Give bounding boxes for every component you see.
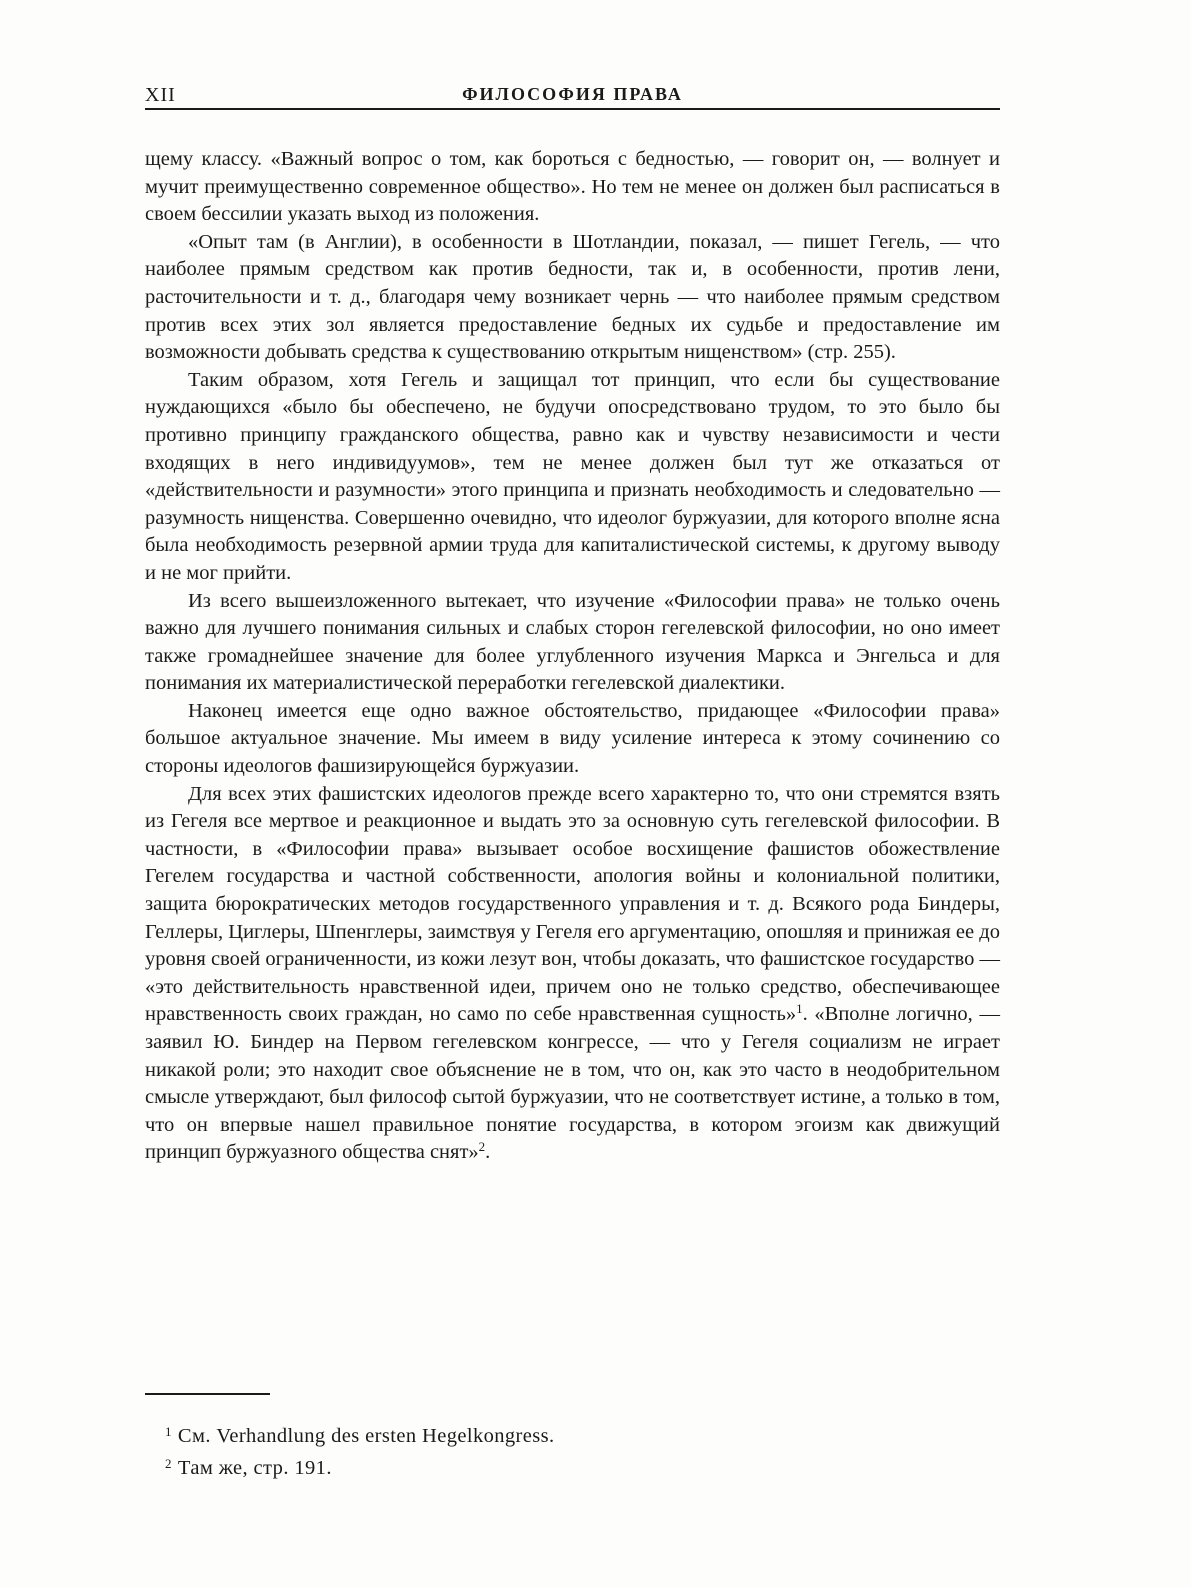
paragraph-6-part-c: .: [485, 1141, 491, 1164]
footnote-text-2: Там же, стр. 191.: [177, 1457, 332, 1479]
footnote-marker-1: 1: [165, 1424, 172, 1439]
main-text: [145, 146, 1000, 1167]
paragraph-6-part-a: Для всех этих фашистских идеологов прежде всего характерно то, что они стремятся взять из Гегеля все мертвое и реакционное и выдать это за основную суть гегелевской философии. В частности, в «Философии права» вызывает особое восхищение фашистов обожествление Гегелем государства и частной собственности, апология войны и колониальной политики, защита бюрократических методов государственного управления и т. д. Всякого рода Биндеры, Геллеры, Циглеры, Шпенглеры, заимствуя у Гегеля его аргументацию, опошляя и принижая ее до уровня своей ограниченности, из кожи лезут вон, чтобы доказать, что фашистское государство — «это действительность нравственной идеи, причем оно не только средство, обеспечивающее нравственность своих граждан, но само по себе нравственная сущность»: [145, 782, 1000, 1026]
paragraph-3: Таким образом, хотя Гегель и защищал тот принцип, что если бы существование нуждающихся «было бы обеспечено, не будучи опосредствовано трудом, то это было бы противно принципу гражданского общества, равно как и чувству независимости и чести входящих в него индивидуумов», тем не менее должен был тут же отказаться от «действительности и разумности» этого принципа и признать необходимость и следовательно — разумность нищенства. Совершенно очевидно, что идеолог буржуазии, для которого вполне ясна была необходимость резервной армии труда для капиталистической системы, к другому выводу и не мог прийти.: [145, 368, 1000, 584]
page-number: XII: [145, 84, 176, 106]
paragraph-6: [145, 781, 1000, 1167]
footnote-ref-1[interactable]: 1: [796, 1001, 803, 1017]
footnote-2: [165, 1450, 1000, 1482]
paragraph-6-part-b: . «Вполне логично, — заявил Ю. Биндер на Первом гегелевском конгрессе, — что у Гегеля социализм не играет никакой роли; это находит свое объяснение не в том, что он, как это часто в неодобрительном смысле утверждают, был философ сытой буржуазии, что не соответствует истине, а только в том, что он впервые нашел правильное понятие государства, в котором эгоизм как движущий принцип буржуазного общества снят»: [145, 1003, 1000, 1164]
footnote-marker-2: 2: [165, 1456, 172, 1471]
footnote-text-1: См. Verhandlung des ersten Hegelkongress.: [177, 1425, 555, 1447]
footnote-1: [165, 1418, 1000, 1450]
paragraph-2: «Опыт там (в Англии), в особенности в Шотландии, показал, — пишет Гегель, — что наиболее прямым средством как против бедности, так и, в особенности, против лени, расточительности и т. д., благодаря чему возникает чернь — что наиболее прямым средством против всех этих зол является предоставление бедных их судьбе и предоставление им возможности добывать средства к существованию открытым нищенством» (стр. 255).: [145, 230, 1000, 364]
header-rule: [145, 108, 1000, 110]
paragraph-1: щему классу. «Важный вопрос о том, как бороться с бедностью, — говорит он, — волнует и мучит преимущественно современное общество». Но тем не менее он должен был расписаться в своем бессилии указать выход из положения.: [145, 148, 1000, 226]
running-title: ФИЛОСОФИЯ ПРАВА: [462, 84, 683, 104]
footnote-ref-2[interactable]: 2: [478, 1139, 486, 1155]
footnotes: [165, 1418, 1000, 1482]
paragraph-4: Из всего вышеизложенного вытекает, что изучение «Философии права» не только очень важно для лучшего понимания сильных и слабых сторон гегелевской философии, но оно имеет также громаднейшее значение для более углубленного изучения Маркса и Энгельса и для понимания их материалистической переработки гегелевской диалектики.: [145, 589, 1000, 695]
footnote-separator: [145, 1393, 270, 1395]
paragraph-5: Наконец имеется еще одно важное обстоятельство, придающее «Философии права» большое актуальное значение. Мы имеем в виду усиление интереса к этому сочинению со стороны идеологов фашизирующейся буржуазии.: [145, 699, 1000, 778]
running-head: [145, 80, 1000, 110]
